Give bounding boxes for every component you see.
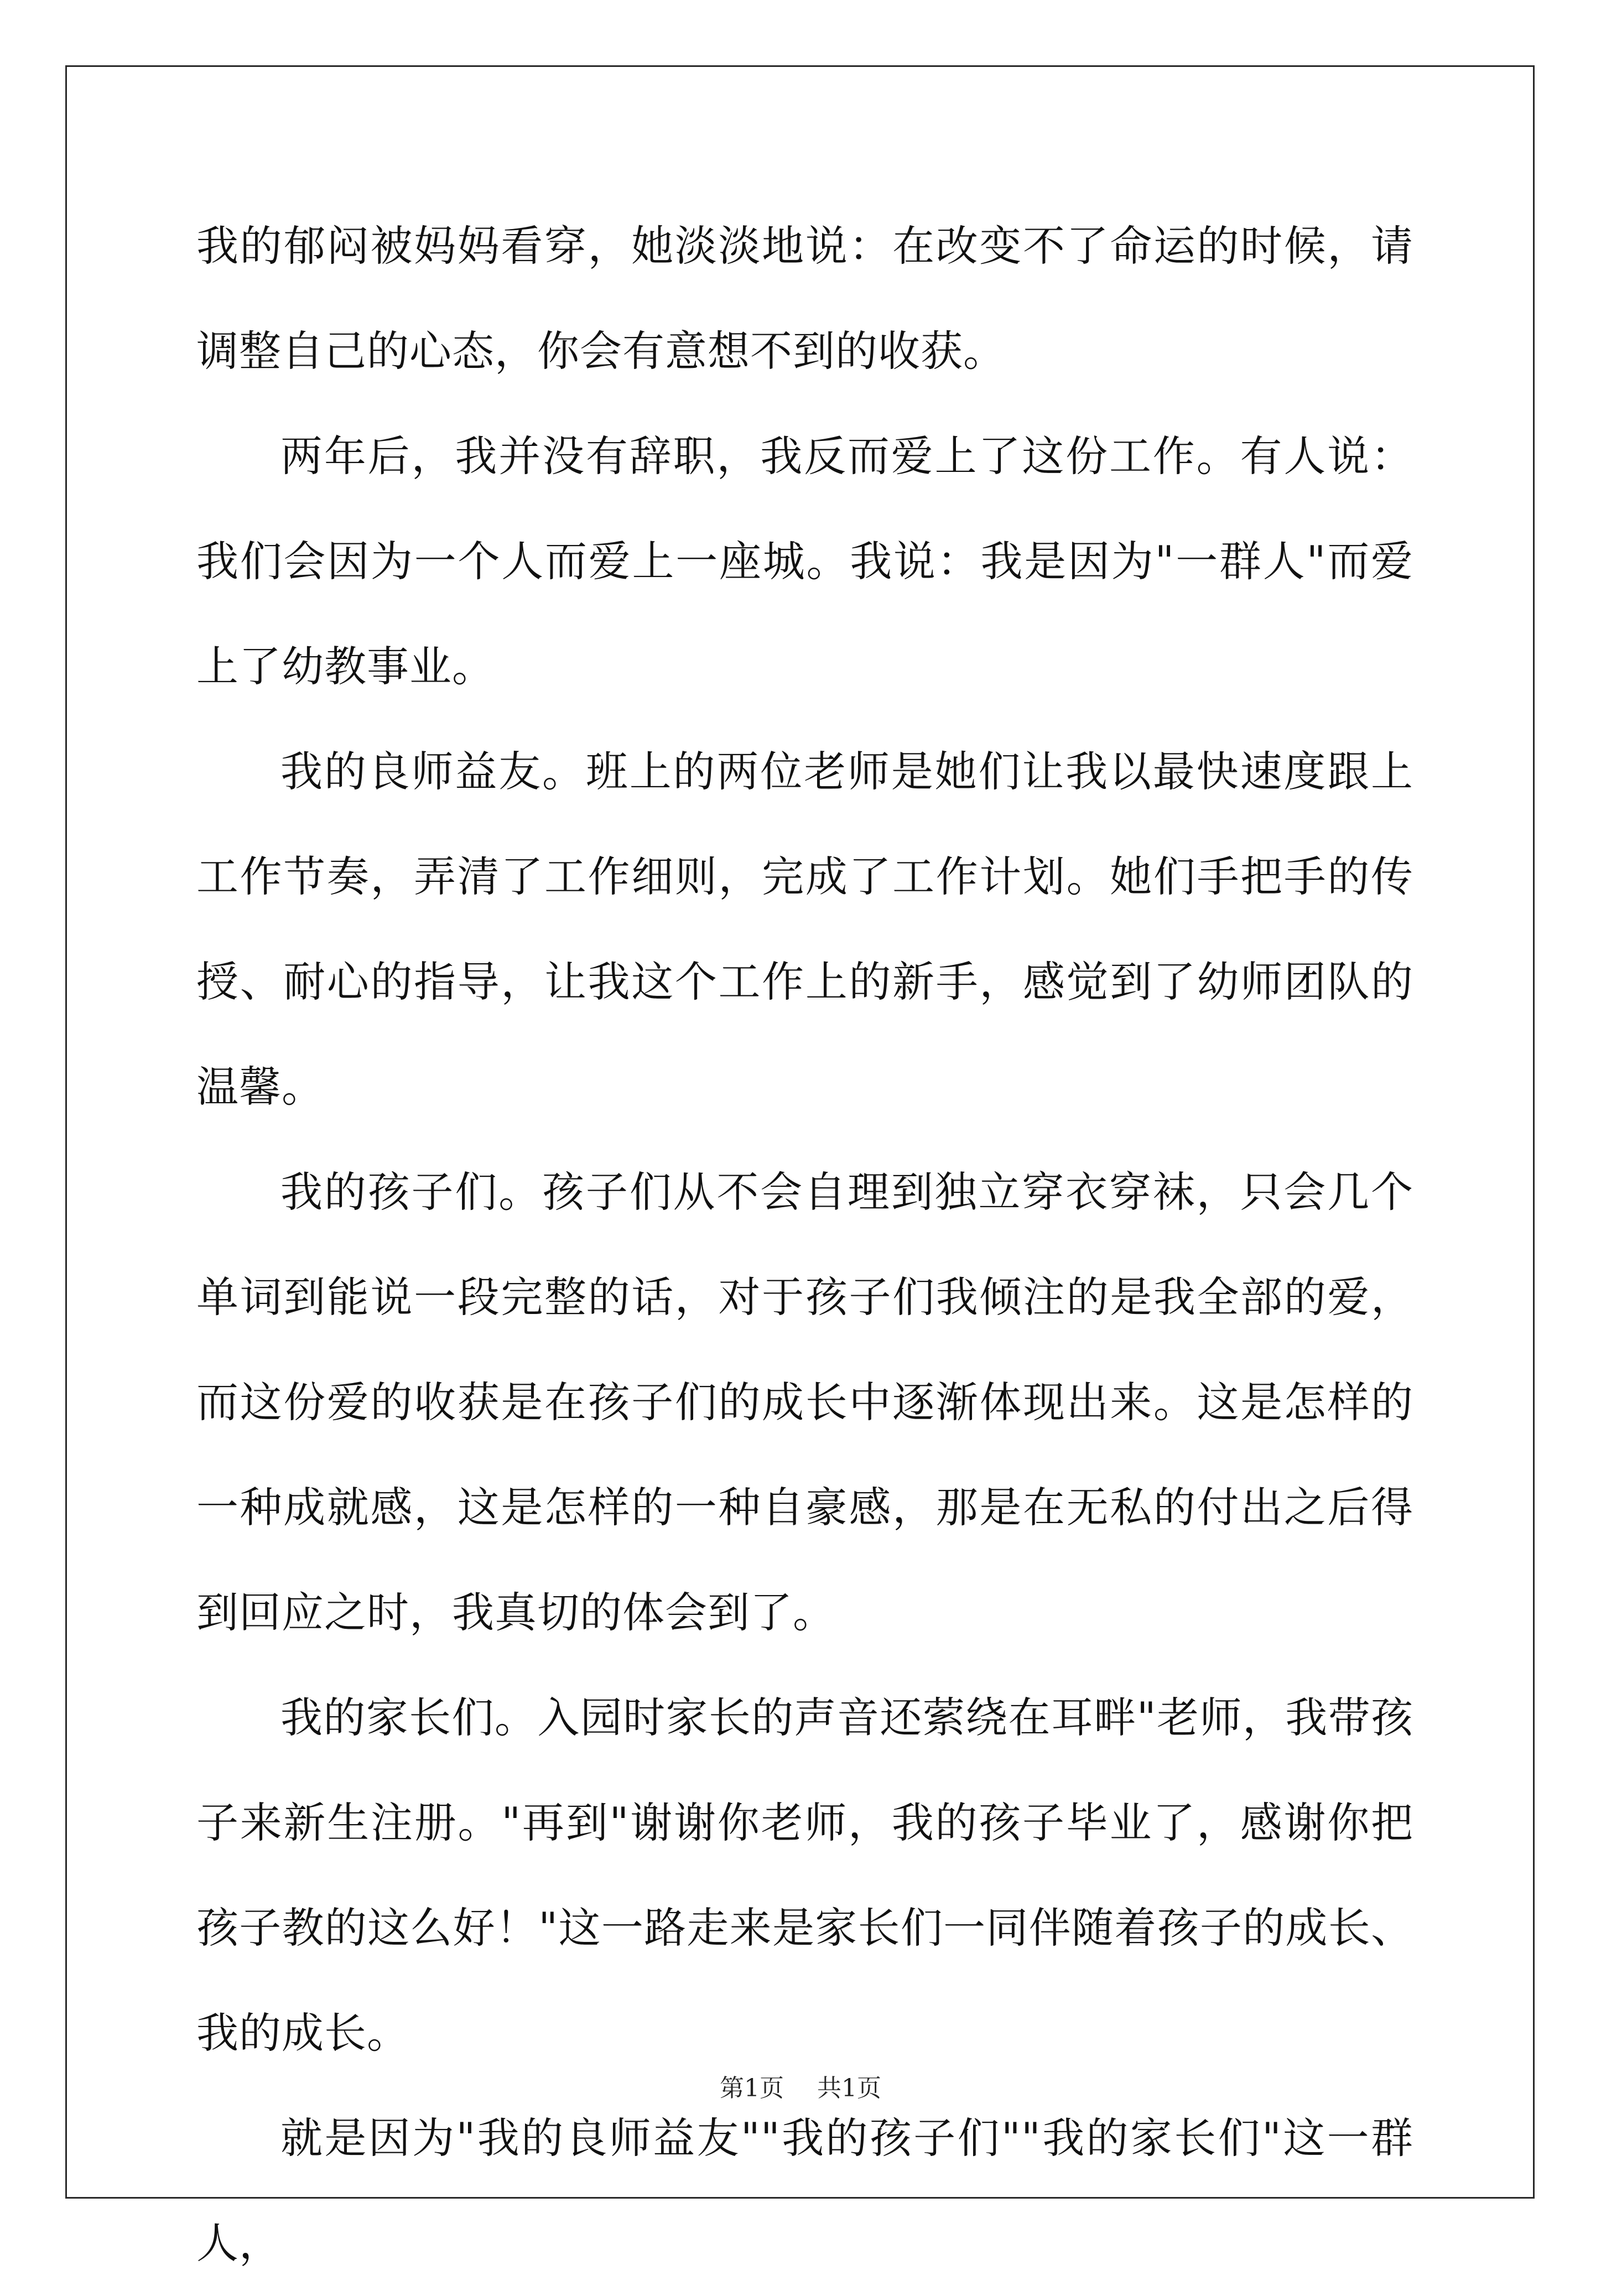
paragraph-3: 我的良师益友。班上的两位老师是她们让我以最快速度跟上工作节奏，弄清了工作细则，完成了工作计划。她们手把手的传授、耐心的指导，让我这个工作上的新手，感觉到了幼师团队的温馨。 [196, 747, 1413, 1111]
document-body [196, 194, 1413, 2296]
paragraph-2: 两年后，我并没有辞职，我反而爱上了这份工作。有人说：我们会因为一个人而爱上一座城。我说：我是因为"一群人"而爱上了幼教事业。 [196, 432, 1413, 691]
paragraph-1: 我的郁闷被妈妈看穿，她淡淡地说：在改变不了命运的时候，请调整自己的心态，你会有意想不到的收获。 [196, 221, 1413, 376]
page-number-current: 第1页 [720, 2074, 784, 2102]
paragraph-5: 我的家长们。入园时家长的声音还萦绕在耳畔"老师，我带孩子来新生注册。"再到"谢谢你老师，我的孩子毕业了，感谢你把孩子教的这么好！"这一路走来是家长们一同伴随着孩子的成长、我的成长。 [196, 1693, 1413, 2058]
page-footer [0, 2072, 1601, 2105]
page-number-total: 共1页 [817, 2074, 881, 2102]
paragraph-4: 我的孩子们。孩子们从不会自理到独立穿衣穿袜，只会几个单词到能说一段完整的话，对于孩子们我倾注的是我全部的爱，而这份爱的收获是在孩子们的成长中逐渐体现出来。这是怎样的一种成就感，这是怎样的一种自豪感，那是在无私的付出之后得到回应之时，我真切的体会到了。 [196, 1167, 1413, 1637]
paragraph-6: 就是因为"我的良师益友""我的孩子们""我的家长们"这一群人， [196, 2113, 1413, 2268]
